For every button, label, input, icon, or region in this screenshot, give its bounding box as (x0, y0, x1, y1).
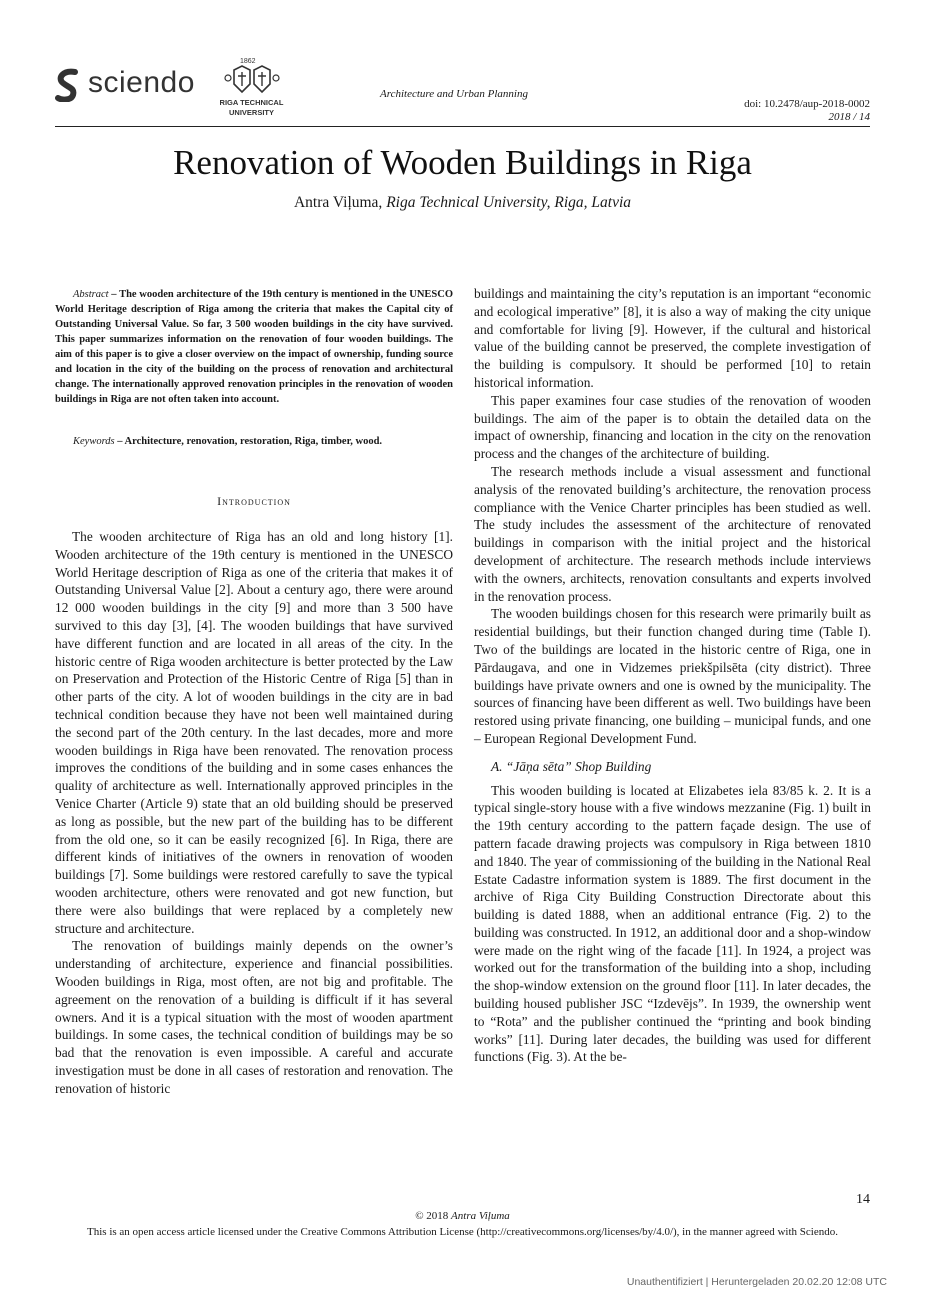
section-heading-introduction: Introduction (217, 494, 291, 508)
university-name: RIGA TECHNICAL UNIVERSITY (219, 98, 284, 117)
university-year: 1862 (240, 58, 256, 65)
paragraph: The renovation of buildings mainly depends on the owner’s understanding of architecture, experience and financial possibilities. Wooden buildings in Riga, most often, are not big and profitable. The agreement on the renovation of a building is difficult if it has several owners. And it is a typical situation with the most of wooden apartment buildings. In some cases, the technical condition of buildings may be so bad that the renovation is even impossible. A careful and accurate investigation must be done in all cases of restoration and renovation. The renovation of historic (55, 938, 453, 1096)
doi: doi: 10.2478/aup-2018-0002 (744, 98, 870, 110)
paragraph: The research methods include a visual assessment and functional analysis of the renovated building’s architecture, the renovation process compliance with the Venice Charter principles has been studied as well. The study includes the assessment of the architecture of renovated buildings in comparison with the initial project and the historical development of architecture. The research methods include interviews with the owners, architects, renovation consultants and experts involved in the renovation process. (474, 463, 871, 604)
abstract-text: The wooden architecture of the 19th century is mentioned in the UNESCO World Heritage description of Riga among the criteria that makes the Capital city of Outstanding Universal Value. So far, 3 500 wooden buildings in the city have survived. This paper summarizes information on the renovation of four wooden buildings. The aim of this paper is to give a closer overview on the impact of ownership, funding source and location in the city of the building on the process of renovation and architectural change. The internationally approved renovation principles in the renovation of wooden buildings in Riga are not often taken into account. (55, 289, 453, 405)
paragraph: This paper examines four case studies of the renovation of wooden buildings. The aim of the paper is to obtain the detailed data on the impact of ownership, financing and location in the city on the renovation process and the changes of the architecture of building. (474, 392, 871, 462)
rtu-crest-icon (222, 64, 282, 96)
keywords: Keywords – Architecture, renovation, restoration, Riga, timber, wood. (73, 436, 383, 447)
sciendo-logo-text: sciendo (88, 66, 195, 99)
keywords-label: Keywords (73, 436, 115, 447)
page-number: 14 (856, 1192, 870, 1207)
copyright-author: Antra Viļuma (451, 1210, 510, 1222)
abstract-label: Abstract (73, 289, 109, 300)
paragraph: This wooden building is located at Elizabetes iela 83/85 k. 2. It is a typical single-story house with a five windows mezzanine (Fig. 1) built in the 19th century according to the pattern façade design. The use of pattern facade drawing projects was compulsory in Riga between 1810 and 1840. The year of commissioning of the building in the National Real Estate Cadastre information system is 1889. The first document in the archive of Riga City Building Construction Directorate about this building is dated 1888, when an additional entrance (Fig. 2) to the building was constructed. In 1912, an additional door and a shop-window were made on the right wing of the facade [11]. In 1924, a project was worked out for the transformation of the building into a shop, including the shop-window extension on the ground floor [11]. In later decades, the building housed publisher JSC “Izdevējs”. In 1939, the ownership went to “Rota” and the publisher continued the “printing and book binding works” [11]. During later decades, the building was used for different functions (Fig. 3). At the be- (474, 782, 871, 1065)
paragraph: buildings and maintaining the city’s reputation is an important “economic and ecological imperative” [8], it is also a way of making the city unique and comfortable for living [9]. However, if the cultural and historical value of the building cannot be preserved, the complete investigation of the building is compulsory. It should be performed [10] to retain historical information. (474, 286, 871, 390)
author-name: Antra Viļuma, (293, 194, 383, 211)
sciendo-logo-icon (55, 68, 81, 102)
body-left-column (55, 528, 453, 1098)
license-text: This is an open access article licensed under the Creative Commons Attribution License (http://creativecommons.org/licenses/by/4.0/), in the manner agreed with Sciendo. (87, 1226, 838, 1238)
page-title: Renovation of Wooden Buildings in Riga (173, 143, 752, 182)
abstract: Abstract – The wooden architecture of the 19th century is mentioned in the UNESCO World Heritage description of Riga among the criteria that makes the Capital city of Outstanding Universal Value. So far, 3 500 wooden buildings in the city have survived. This paper summarizes information on the renovation of four wooden buildings. The aim of this paper is to give a closer overview on the impact of ownership, funding source and location in the city of the building on the process of renovation and architectural change. The internationally approved renovation principles in the renovation of wooden buildings in Riga are not often taken into account. (55, 289, 453, 405)
paragraph: The wooden architecture of Riga has an old and long history [1]. Wooden architecture of the 19th century is mentioned in the UNESCO World Heritage description of Riga as one of the criteria that makes it of Outstanding Universal Value [2]. About a century ago, there were around 12 000 wooden buildings in the city [9] and more than 3 500 have survived to this day [3], [4]. The wooden buildings that have survived have different function and are located in all areas of the city. In the historic centre of Riga wooden architecture is better protected by the Law on Preservation and Protection of the Historic Centre of Riga [5] than in other parts of the city. A lot of wooden buildings in the city are in bad technical condition because they have not been well maintained during the second part of the 20th century. In the last decades, more and more wooden buildings in Riga have been renovated. The renovation process improves the conditions of the building and in some cases enhances the quality of architecture as well. Internationally approved principles in the Venice Charter (Article 9) state that an old building should be preserved as long as possible, but the new part of the building has to be different from the old one, so it can be easily recognized [6]. In Riga, there are different kinds of initiatives of the owners in renovation of wooden buildings [7]. Some buildings were restored carefully to save the typical wooden architecture, others were renovated and got new function, but there were also buildings that were replaced by a completely new structure and architecture. (55, 529, 453, 936)
journal-name: Architecture and Urban Planning (380, 88, 528, 100)
copyright-notice: © 2018 Antra Viļuma (415, 1210, 510, 1222)
subsection-heading-a: A. “Jāņa sēta” Shop Building (491, 758, 652, 774)
author-line (0, 194, 925, 212)
paragraph: The wooden buildings chosen for this research were primarily built as residential buildings, but their function changed during time (Table I). Two of the buildings are located in the historic centre of Riga, one in Pārdaugava, and one in Vidzemes priekšpilsēta (city district). Three buildings have private owners and one is owned by the municipality. The sources of financing have been different as well. Two buildings have been restored using private financing, one building – municipal funds, and one – European Regional Development Fund. (474, 606, 871, 746)
keywords-text: Architecture, renovation, restoration, Riga, timber, wood. (124, 436, 383, 447)
download-watermark: Unauthentifiziert | Heruntergeladen 20.02.20 12:08 UTC (626, 1276, 887, 1288)
author-affiliation: Riga Technical University, Riga, Latvia (386, 194, 632, 211)
body-right-column (474, 285, 871, 1066)
page-range: 2018 / 14 (828, 111, 870, 123)
header-divider (55, 126, 870, 127)
